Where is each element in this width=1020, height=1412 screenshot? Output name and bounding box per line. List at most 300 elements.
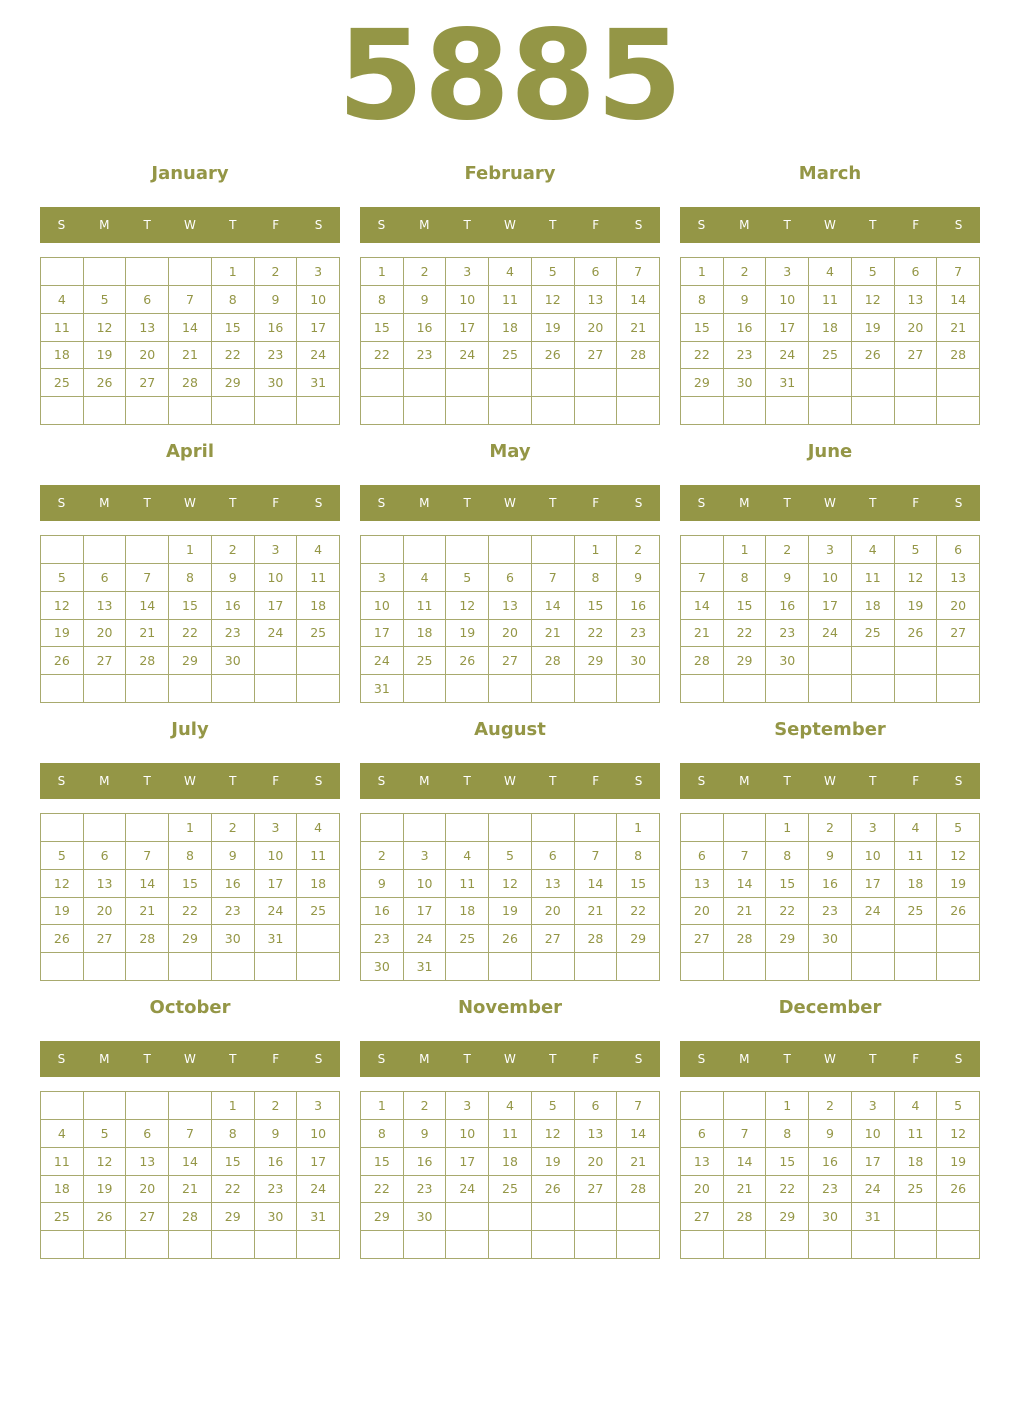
day-cell: 28 xyxy=(617,1176,660,1204)
day-cell: 28 xyxy=(532,647,575,675)
day-cell: 16 xyxy=(724,314,767,342)
day-cell: 20 xyxy=(681,898,724,926)
day-cell: 8 xyxy=(361,286,404,314)
month-name: October xyxy=(149,997,231,1018)
day-cell: 12 xyxy=(41,870,84,898)
day-cell: 5 xyxy=(532,1092,575,1120)
day-cell: 5 xyxy=(895,536,938,564)
day-cell: 26 xyxy=(532,1176,575,1204)
day-cell: 14 xyxy=(617,1120,660,1148)
day-grid xyxy=(680,813,980,981)
empty-day-cell xyxy=(361,1231,404,1259)
empty-day-cell xyxy=(532,536,575,564)
weekday-header: T xyxy=(229,774,237,788)
empty-day-cell xyxy=(617,1203,660,1231)
day-cell: 10 xyxy=(446,286,489,314)
day-cell: 17 xyxy=(361,620,404,648)
empty-day-cell xyxy=(895,675,938,703)
day-cell: 12 xyxy=(489,870,532,898)
day-cell: 29 xyxy=(681,369,724,397)
weekday-header: S xyxy=(697,218,706,232)
day-cell: 11 xyxy=(895,842,938,870)
day-cell: 10 xyxy=(255,564,298,592)
day-cell: 11 xyxy=(489,286,532,314)
day-cell: 21 xyxy=(617,1148,660,1176)
empty-day-cell xyxy=(937,675,980,703)
day-cell: 4 xyxy=(489,1092,532,1120)
day-cell: 26 xyxy=(532,342,575,370)
empty-day-cell xyxy=(532,953,575,981)
day-cell: 20 xyxy=(489,620,532,648)
empty-day-cell xyxy=(809,647,852,675)
empty-day-cell xyxy=(41,397,84,425)
weekday-header: W xyxy=(184,496,196,510)
empty-day-cell xyxy=(446,1203,489,1231)
weekday-header: S xyxy=(57,1052,66,1066)
weekday-header: F xyxy=(912,218,920,232)
day-cell: 8 xyxy=(766,1120,809,1148)
day-cell: 30 xyxy=(809,1203,852,1231)
day-cell: 23 xyxy=(766,620,809,648)
weekday-header: W xyxy=(824,774,836,788)
day-cell: 22 xyxy=(766,1176,809,1204)
day-cell: 12 xyxy=(84,1148,127,1176)
day-cell: 24 xyxy=(446,1176,489,1204)
day-cell: 29 xyxy=(212,369,255,397)
month-april xyxy=(40,438,340,716)
day-cell: 27 xyxy=(126,369,169,397)
day-cell: 31 xyxy=(297,1203,340,1231)
day-cell: 14 xyxy=(937,286,980,314)
day-cell: 15 xyxy=(169,592,212,620)
day-cell: 21 xyxy=(617,314,660,342)
day-cell: 31 xyxy=(766,369,809,397)
day-cell: 27 xyxy=(575,1176,618,1204)
day-cell: 29 xyxy=(361,1203,404,1231)
day-cell: 22 xyxy=(361,342,404,370)
day-cell: 26 xyxy=(937,898,980,926)
day-cell: 9 xyxy=(404,1120,447,1148)
day-cell: 21 xyxy=(724,1176,767,1204)
weekday-header: T xyxy=(229,218,237,232)
day-cell: 24 xyxy=(297,342,340,370)
empty-day-cell xyxy=(126,1092,169,1120)
empty-day-cell xyxy=(41,1231,84,1259)
day-cell: 7 xyxy=(724,1120,767,1148)
day-cell: 12 xyxy=(937,1120,980,1148)
day-cell: 17 xyxy=(446,1148,489,1176)
weekday-header: S xyxy=(697,774,706,788)
day-cell: 24 xyxy=(852,898,895,926)
month-january xyxy=(40,160,340,438)
empty-day-cell xyxy=(297,925,340,953)
day-cell: 23 xyxy=(255,342,298,370)
day-cell: 27 xyxy=(895,342,938,370)
day-cell: 14 xyxy=(169,314,212,342)
weekday-header: S xyxy=(314,496,323,510)
day-cell: 15 xyxy=(681,314,724,342)
day-cell: 5 xyxy=(937,814,980,842)
day-cell: 1 xyxy=(575,536,618,564)
day-cell: 12 xyxy=(84,314,127,342)
weekday-header: W xyxy=(824,1052,836,1066)
weekday-header: W xyxy=(504,1052,516,1066)
day-cell: 4 xyxy=(446,842,489,870)
empty-day-cell xyxy=(84,536,127,564)
day-cell: 31 xyxy=(361,675,404,703)
day-cell: 11 xyxy=(297,842,340,870)
weekday-header: S xyxy=(314,218,323,232)
empty-day-cell xyxy=(852,953,895,981)
empty-day-cell xyxy=(852,369,895,397)
day-cell: 23 xyxy=(809,898,852,926)
empty-day-cell xyxy=(532,675,575,703)
day-cell: 23 xyxy=(212,620,255,648)
empty-day-cell xyxy=(169,1092,212,1120)
day-cell: 6 xyxy=(126,1120,169,1148)
day-cell: 14 xyxy=(126,870,169,898)
weekday-header: M xyxy=(99,774,110,788)
weekday-header: S xyxy=(634,218,643,232)
empty-day-cell xyxy=(255,1231,298,1259)
day-cell: 6 xyxy=(489,564,532,592)
empty-day-cell xyxy=(852,675,895,703)
day-cell: 3 xyxy=(809,536,852,564)
day-cell: 3 xyxy=(404,842,447,870)
weekday-header: F xyxy=(912,1052,920,1066)
day-cell: 6 xyxy=(937,536,980,564)
day-cell: 10 xyxy=(255,842,298,870)
day-cell: 18 xyxy=(446,898,489,926)
day-cell: 19 xyxy=(489,898,532,926)
day-cell: 28 xyxy=(575,925,618,953)
month-september xyxy=(680,716,980,994)
day-cell: 27 xyxy=(84,647,127,675)
day-cell: 24 xyxy=(404,925,447,953)
day-cell: 25 xyxy=(895,1176,938,1204)
weekday-header: T xyxy=(463,496,471,510)
day-cell: 18 xyxy=(404,620,447,648)
empty-day-cell xyxy=(212,1231,255,1259)
day-cell: 10 xyxy=(361,592,404,620)
weekday-header: T xyxy=(463,218,471,232)
weekday-header: M xyxy=(739,774,750,788)
empty-day-cell xyxy=(169,953,212,981)
day-cell: 17 xyxy=(297,314,340,342)
day-cell: 12 xyxy=(937,842,980,870)
month-name: December xyxy=(778,997,882,1018)
day-cell: 7 xyxy=(126,842,169,870)
weekday-header-bar xyxy=(360,1041,660,1077)
day-cell: 3 xyxy=(852,1092,895,1120)
day-cell: 10 xyxy=(852,842,895,870)
day-cell: 3 xyxy=(852,814,895,842)
day-cell: 16 xyxy=(212,592,255,620)
day-cell: 28 xyxy=(681,647,724,675)
empty-day-cell xyxy=(212,397,255,425)
empty-day-cell xyxy=(852,647,895,675)
empty-day-cell xyxy=(489,1231,532,1259)
day-cell: 16 xyxy=(255,314,298,342)
weekday-header-bar xyxy=(40,485,340,521)
weekday-header: T xyxy=(143,496,151,510)
empty-day-cell xyxy=(532,814,575,842)
month-name: April xyxy=(165,441,215,462)
weekday-header: W xyxy=(504,496,516,510)
day-cell: 20 xyxy=(575,1148,618,1176)
day-cell: 18 xyxy=(852,592,895,620)
day-cell: 11 xyxy=(852,564,895,592)
weekday-header: W xyxy=(184,774,196,788)
empty-day-cell xyxy=(895,953,938,981)
day-cell: 16 xyxy=(255,1148,298,1176)
day-cell: 26 xyxy=(895,620,938,648)
empty-day-cell xyxy=(681,675,724,703)
day-cell: 2 xyxy=(212,536,255,564)
month-march xyxy=(680,160,980,438)
day-grid xyxy=(360,1091,660,1259)
month-august xyxy=(360,716,660,994)
weekday-header: W xyxy=(504,774,516,788)
day-cell: 16 xyxy=(766,592,809,620)
day-cell: 10 xyxy=(446,1120,489,1148)
day-cell: 17 xyxy=(255,870,298,898)
weekday-header: F xyxy=(592,218,600,232)
day-cell: 30 xyxy=(212,647,255,675)
weekday-header: M xyxy=(419,1052,430,1066)
empty-day-cell xyxy=(84,1231,127,1259)
weekday-header: S xyxy=(57,218,66,232)
day-cell: 13 xyxy=(895,286,938,314)
day-cell: 29 xyxy=(617,925,660,953)
empty-day-cell xyxy=(809,953,852,981)
day-cell: 30 xyxy=(255,369,298,397)
weekday-header-bar xyxy=(360,207,660,243)
day-cell: 8 xyxy=(361,1120,404,1148)
empty-day-cell xyxy=(895,1203,938,1231)
weekday-header: S xyxy=(314,774,323,788)
day-cell: 22 xyxy=(361,1176,404,1204)
day-cell: 28 xyxy=(724,925,767,953)
day-cell: 24 xyxy=(297,1176,340,1204)
day-cell: 20 xyxy=(681,1176,724,1204)
day-cell: 22 xyxy=(724,620,767,648)
weekday-header: T xyxy=(783,774,791,788)
empty-day-cell xyxy=(617,369,660,397)
day-cell: 5 xyxy=(84,286,127,314)
day-cell: 26 xyxy=(446,647,489,675)
day-cell: 1 xyxy=(169,536,212,564)
day-cell: 23 xyxy=(809,1176,852,1204)
day-cell: 1 xyxy=(681,258,724,286)
day-cell: 7 xyxy=(724,842,767,870)
empty-day-cell xyxy=(532,1231,575,1259)
day-cell: 2 xyxy=(212,814,255,842)
day-cell: 12 xyxy=(852,286,895,314)
day-cell: 3 xyxy=(361,564,404,592)
empty-day-cell xyxy=(532,1203,575,1231)
day-cell: 24 xyxy=(766,342,809,370)
day-cell: 6 xyxy=(84,842,127,870)
day-cell: 26 xyxy=(84,1203,127,1231)
day-cell: 2 xyxy=(361,842,404,870)
day-cell: 19 xyxy=(852,314,895,342)
empty-day-cell xyxy=(404,814,447,842)
day-cell: 3 xyxy=(446,1092,489,1120)
day-cell: 12 xyxy=(532,1120,575,1148)
day-cell: 31 xyxy=(404,953,447,981)
weekday-header: S xyxy=(697,1052,706,1066)
weekday-header: T xyxy=(143,774,151,788)
empty-day-cell xyxy=(446,814,489,842)
day-cell: 9 xyxy=(255,1120,298,1148)
weekday-header: T xyxy=(869,1052,877,1066)
day-cell: 14 xyxy=(724,870,767,898)
day-cell: 28 xyxy=(617,342,660,370)
day-cell: 11 xyxy=(446,870,489,898)
weekday-header: T xyxy=(143,218,151,232)
weekday-header: W xyxy=(184,218,196,232)
day-cell: 29 xyxy=(169,925,212,953)
day-cell: 7 xyxy=(937,258,980,286)
day-cell: 29 xyxy=(169,647,212,675)
empty-day-cell xyxy=(617,953,660,981)
weekday-header: F xyxy=(272,218,280,232)
day-cell: 9 xyxy=(212,842,255,870)
day-cell: 31 xyxy=(297,369,340,397)
empty-day-cell xyxy=(41,814,84,842)
empty-day-cell xyxy=(169,675,212,703)
empty-day-cell xyxy=(937,1231,980,1259)
day-cell: 1 xyxy=(361,1092,404,1120)
day-cell: 9 xyxy=(809,1120,852,1148)
day-cell: 20 xyxy=(532,898,575,926)
day-cell: 2 xyxy=(809,814,852,842)
day-cell: 2 xyxy=(809,1092,852,1120)
empty-day-cell xyxy=(84,1092,127,1120)
day-cell: 18 xyxy=(489,1148,532,1176)
day-cell: 7 xyxy=(532,564,575,592)
day-cell: 13 xyxy=(84,592,127,620)
day-cell: 29 xyxy=(212,1203,255,1231)
day-cell: 4 xyxy=(895,1092,938,1120)
empty-day-cell xyxy=(575,1203,618,1231)
day-cell: 13 xyxy=(489,592,532,620)
weekday-header: M xyxy=(99,496,110,510)
weekday-header: S xyxy=(57,496,66,510)
day-cell: 22 xyxy=(681,342,724,370)
day-cell: 21 xyxy=(937,314,980,342)
weekday-header: M xyxy=(419,218,430,232)
weekday-header: T xyxy=(229,496,237,510)
empty-day-cell xyxy=(126,675,169,703)
day-cell: 18 xyxy=(895,1148,938,1176)
day-cell: 1 xyxy=(169,814,212,842)
year-title: 5885 xyxy=(337,4,683,148)
empty-day-cell xyxy=(404,1231,447,1259)
empty-day-cell xyxy=(255,953,298,981)
empty-day-cell xyxy=(361,397,404,425)
month-name: January xyxy=(151,163,229,184)
empty-day-cell xyxy=(937,1203,980,1231)
empty-day-cell xyxy=(297,397,340,425)
day-cell: 27 xyxy=(532,925,575,953)
day-cell: 9 xyxy=(724,286,767,314)
months-grid xyxy=(40,160,980,1272)
day-cell: 3 xyxy=(255,814,298,842)
day-cell: 2 xyxy=(724,258,767,286)
day-cell: 27 xyxy=(126,1203,169,1231)
day-cell: 8 xyxy=(766,842,809,870)
empty-day-cell xyxy=(617,1231,660,1259)
day-cell: 19 xyxy=(895,592,938,620)
day-cell: 16 xyxy=(212,870,255,898)
day-cell: 2 xyxy=(766,536,809,564)
day-cell: 27 xyxy=(84,925,127,953)
empty-day-cell xyxy=(895,647,938,675)
empty-day-cell xyxy=(126,397,169,425)
day-cell: 10 xyxy=(297,1120,340,1148)
empty-day-cell xyxy=(489,536,532,564)
day-cell: 21 xyxy=(126,898,169,926)
empty-day-cell xyxy=(681,1231,724,1259)
empty-day-cell xyxy=(126,953,169,981)
weekday-header: M xyxy=(419,496,430,510)
day-cell: 13 xyxy=(126,1148,169,1176)
weekday-header: F xyxy=(592,1052,600,1066)
day-cell: 17 xyxy=(404,898,447,926)
day-cell: 24 xyxy=(361,647,404,675)
day-cell: 16 xyxy=(404,314,447,342)
day-cell: 21 xyxy=(169,1176,212,1204)
day-cell: 30 xyxy=(255,1203,298,1231)
day-cell: 30 xyxy=(724,369,767,397)
empty-day-cell xyxy=(446,369,489,397)
month-june xyxy=(680,438,980,716)
day-cell: 3 xyxy=(297,258,340,286)
empty-day-cell xyxy=(255,647,298,675)
day-cell: 2 xyxy=(255,258,298,286)
day-cell: 5 xyxy=(446,564,489,592)
day-cell: 26 xyxy=(84,369,127,397)
day-cell: 7 xyxy=(575,842,618,870)
day-cell: 18 xyxy=(297,870,340,898)
empty-day-cell xyxy=(126,814,169,842)
weekday-header: M xyxy=(739,1052,750,1066)
weekday-header: W xyxy=(824,218,836,232)
empty-day-cell xyxy=(169,258,212,286)
empty-day-cell xyxy=(489,953,532,981)
day-cell: 9 xyxy=(617,564,660,592)
weekday-header: S xyxy=(634,496,643,510)
empty-day-cell xyxy=(489,369,532,397)
day-cell: 8 xyxy=(681,286,724,314)
day-cell: 12 xyxy=(895,564,938,592)
day-cell: 13 xyxy=(937,564,980,592)
day-cell: 9 xyxy=(809,842,852,870)
empty-day-cell xyxy=(84,814,127,842)
day-grid xyxy=(40,535,340,703)
day-cell: 13 xyxy=(681,1148,724,1176)
weekday-header: S xyxy=(377,774,386,788)
empty-day-cell xyxy=(255,397,298,425)
day-cell: 12 xyxy=(446,592,489,620)
day-cell: 6 xyxy=(84,564,127,592)
empty-day-cell xyxy=(532,369,575,397)
day-cell: 28 xyxy=(724,1203,767,1231)
day-cell: 30 xyxy=(361,953,404,981)
day-cell: 10 xyxy=(852,1120,895,1148)
